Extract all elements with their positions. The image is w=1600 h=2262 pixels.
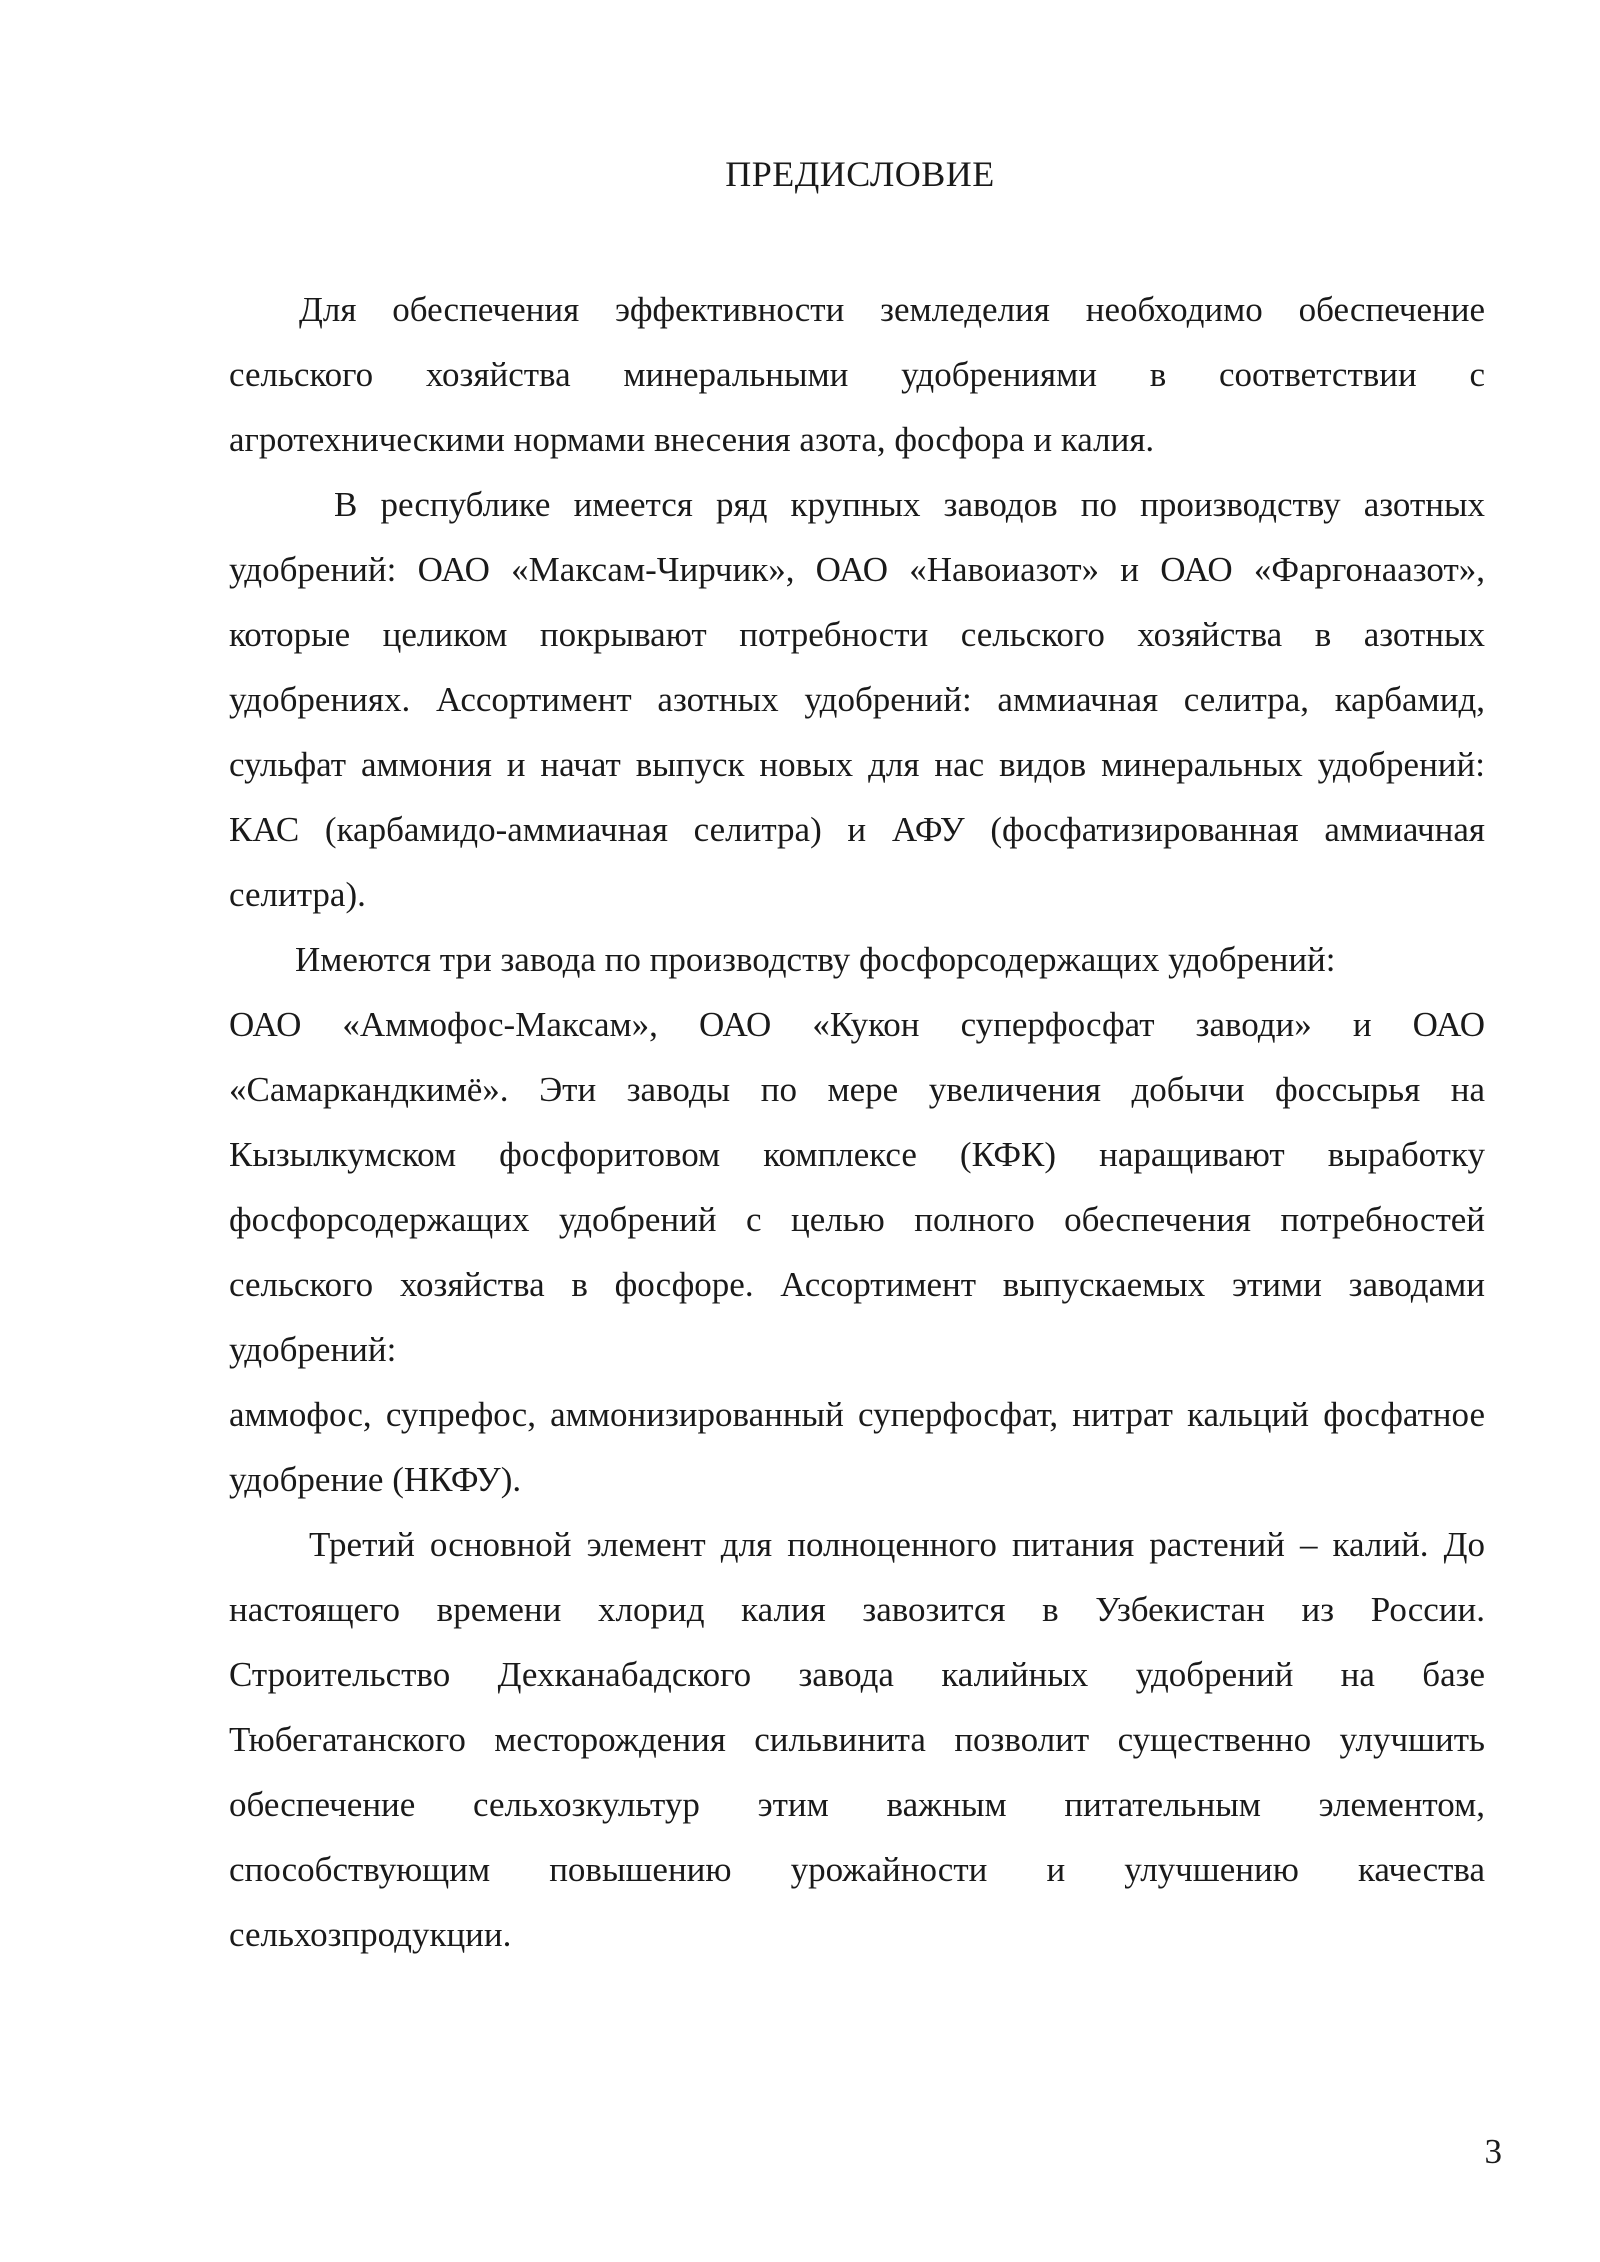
paragraph-phosphorus-plants: ОАО «Аммофос-Максам», ОАО «Кукон суперфосфат заводи» и ОАО «Самаркандкимё». Эти заводы по мере увеличения добычи фоссырья на Кызылкумском фосфоритовом комплексе (КФК) наращивают выработку фосфорсодержащих удобрений с целью полного обеспечения потребностей сельского хозяйства в фосфоре. Ассортимент выпускаемых этими заводами удобрений: [229,1005,1485,1369]
paragraph-intro: Для обеспечения эффективности земледелия необходимо обеспечение сельского хозяйства минеральными удобрениями в соответствии с агротехническими нормами внесения азота, фосфора и калия. [229,290,1485,459]
paragraph-potassium: Третий основной элемент для полноценного питания растений – калий. До настоящего времени хлорид калия завозится в Узбекистан из России. Строительство Дехканабадского завода калийных удобрений на базе Тюбегатанского месторождения сильвинита позволит существенно улучшить обеспечение сельхозкультур этим важным питательным элементом, способствующим повышению урожайности и улучшению качества сельхозпродукции. [229,1525,1485,1954]
paragraph-phosphorus-intro: Имеются три завода по производству фосфорсодержащих удобрений: [295,940,1336,979]
paragraph-nitrogen-plants: В республике имеется ряд крупных заводов по производству азотных удобрений: ОАО «Максам-Чирчик», ОАО «Навоиазот» и ОАО «Фаргонаазот», которые целиком покрывают потребности сельского хозяйства в азотных удобрениях. Ассортимент азотных удобрений: аммиачная селитра, карбамид, сульфат аммония и начат выпуск новых для нас видов минеральных удобрений: КАС (карбамидо-аммиачная селитра) и АФУ (фосфатизированная аммиачная селитра). [229,485,1485,914]
body-text [229,277,1485,1967]
page-number: 3 [1484,2132,1502,2171]
paragraph-phosphorus-assortment: аммофос, супрефос, аммонизированный суперфосфат, нитрат кальций фосфатное удобрение (НКФУ). [229,1395,1485,1499]
page-title: ПРЕДИСЛОВИЕ [725,154,995,194]
